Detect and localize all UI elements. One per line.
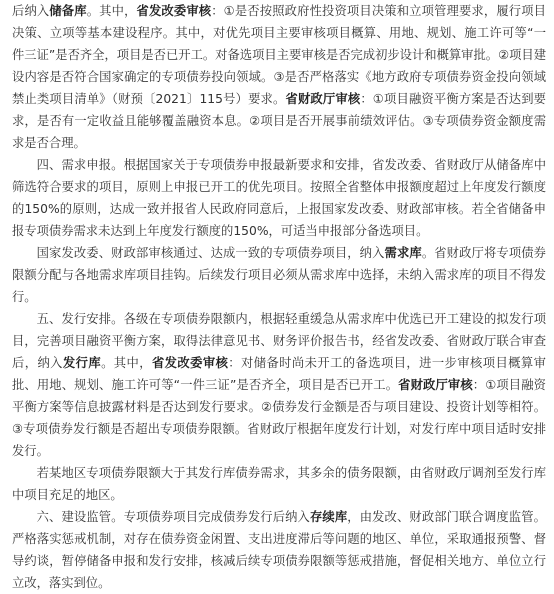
paragraph	[12, 242, 546, 308]
paragraph	[12, 506, 546, 594]
text-run: ，由发改、财政部门联合调度监管。严格落实惩戒机制，对存在债券资金闲置、支出进度滞后等问题的地区、单位，采取通报预警、督导约谈，暂停储备申报和发行安排，核减后续专项债券限额等惩戒措施，督促相关地方、单位立行立改，落实到位。	[12, 510, 546, 590]
text-run: 若某地区专项债券限额大于其发行库债券需求，其多余的债务限额，由省财政厅调剂至发行库中项目充足的地区。	[12, 466, 546, 502]
bold-term: 省发改委审核	[136, 4, 212, 18]
text-run: 。省财政厅将专项债券限额分配与各地需求库项目挂钩。后续发行项目必须从需求库中选择，未纳入需求库的项目不得发行。	[12, 246, 546, 304]
bold-term: 省财政厅审核	[285, 92, 361, 106]
paragraph	[12, 0, 546, 154]
text-run: 国家发改委、财政部审核通过、达成一致的专项债券项目，纳入	[36, 246, 385, 260]
bold-term: 存续库	[309, 510, 348, 524]
text-run: 六、建设监管。专项债券项目完成债券发行后纳入	[36, 510, 310, 524]
bold-term: 省发改委审核	[151, 356, 229, 370]
text-run: ：①是否按照政府性投资项目决策和立项管理要求，履行项目决策、立项等基本建设程序。其中，对优先项目主要审核项目概算、用地、规划、施工许可等“一件三证”是否齐全，项目是否已开工。对备选项目主要审核是否完成初步设计和概算审批。②项目建设内容是否符合国家确定的专项债券投向领域。③是否严格落实《地方政府专项债券资金投向领域禁止类项目清单》（财预〔2021〕115号）要求。	[12, 4, 546, 106]
text-run: ：①项目融资平衡方案等信息披露材料是否达到发行要求。②债券发行金额是否与项目建设、投资计划等相符。③专项债券发行额是否超出专项债券限额。省财政厅根据年度发行计划，对发行库中项目适时安排发行。	[12, 378, 546, 458]
paragraph	[12, 154, 546, 242]
text-run: ：对储备时尚未开工的备选项目，进一步审核项目概算审批、用地、规划、施工许可等“一件三证”是否齐全，项目是否已开工。	[12, 356, 546, 392]
bold-term: 省财政厅审核	[398, 378, 473, 392]
text-run: 。其中，	[86, 4, 137, 18]
paragraph	[12, 308, 546, 462]
text-run: 五、发行安排。各级在专项债券限额内，根据轻重缓急从需求库中优选已开工建设的拟发行项目，完善项目融资平衡方案，取得法律意见书、财务评价报告书，经省发改委、省财政厅联合审查后，纳入	[12, 312, 546, 370]
text-run: 四、需求申报。根据国家关于专项债券申报最新要求和安排，省发改委、省财政厅从储备库中筛选符合要求的项目，原则上申报已开工的优先项目。按照全省整体申报额度超过上年度发行额度的150%的原则，达成一致并报省人民政府同意后，上报国家发改委、财政部审核。若全省储备申报专项债券需求未达到上年度发行额度的150%，可适当申报部分备选项目。	[12, 158, 546, 238]
text-run: ：①项目融资平衡方案是否达到要求，是否有一定收益且能够覆盖融资本息。②项目是否开展事前绩效评估。③专项债券资金额度需求是否合理。	[12, 92, 546, 150]
bold-term: 储备库	[49, 4, 87, 18]
bold-term: 需求库	[384, 246, 422, 260]
text-run: 。其中，	[101, 356, 152, 370]
paragraph	[12, 462, 546, 506]
bold-term: 发行库	[62, 356, 102, 370]
text-run: 后纳入	[12, 4, 50, 18]
